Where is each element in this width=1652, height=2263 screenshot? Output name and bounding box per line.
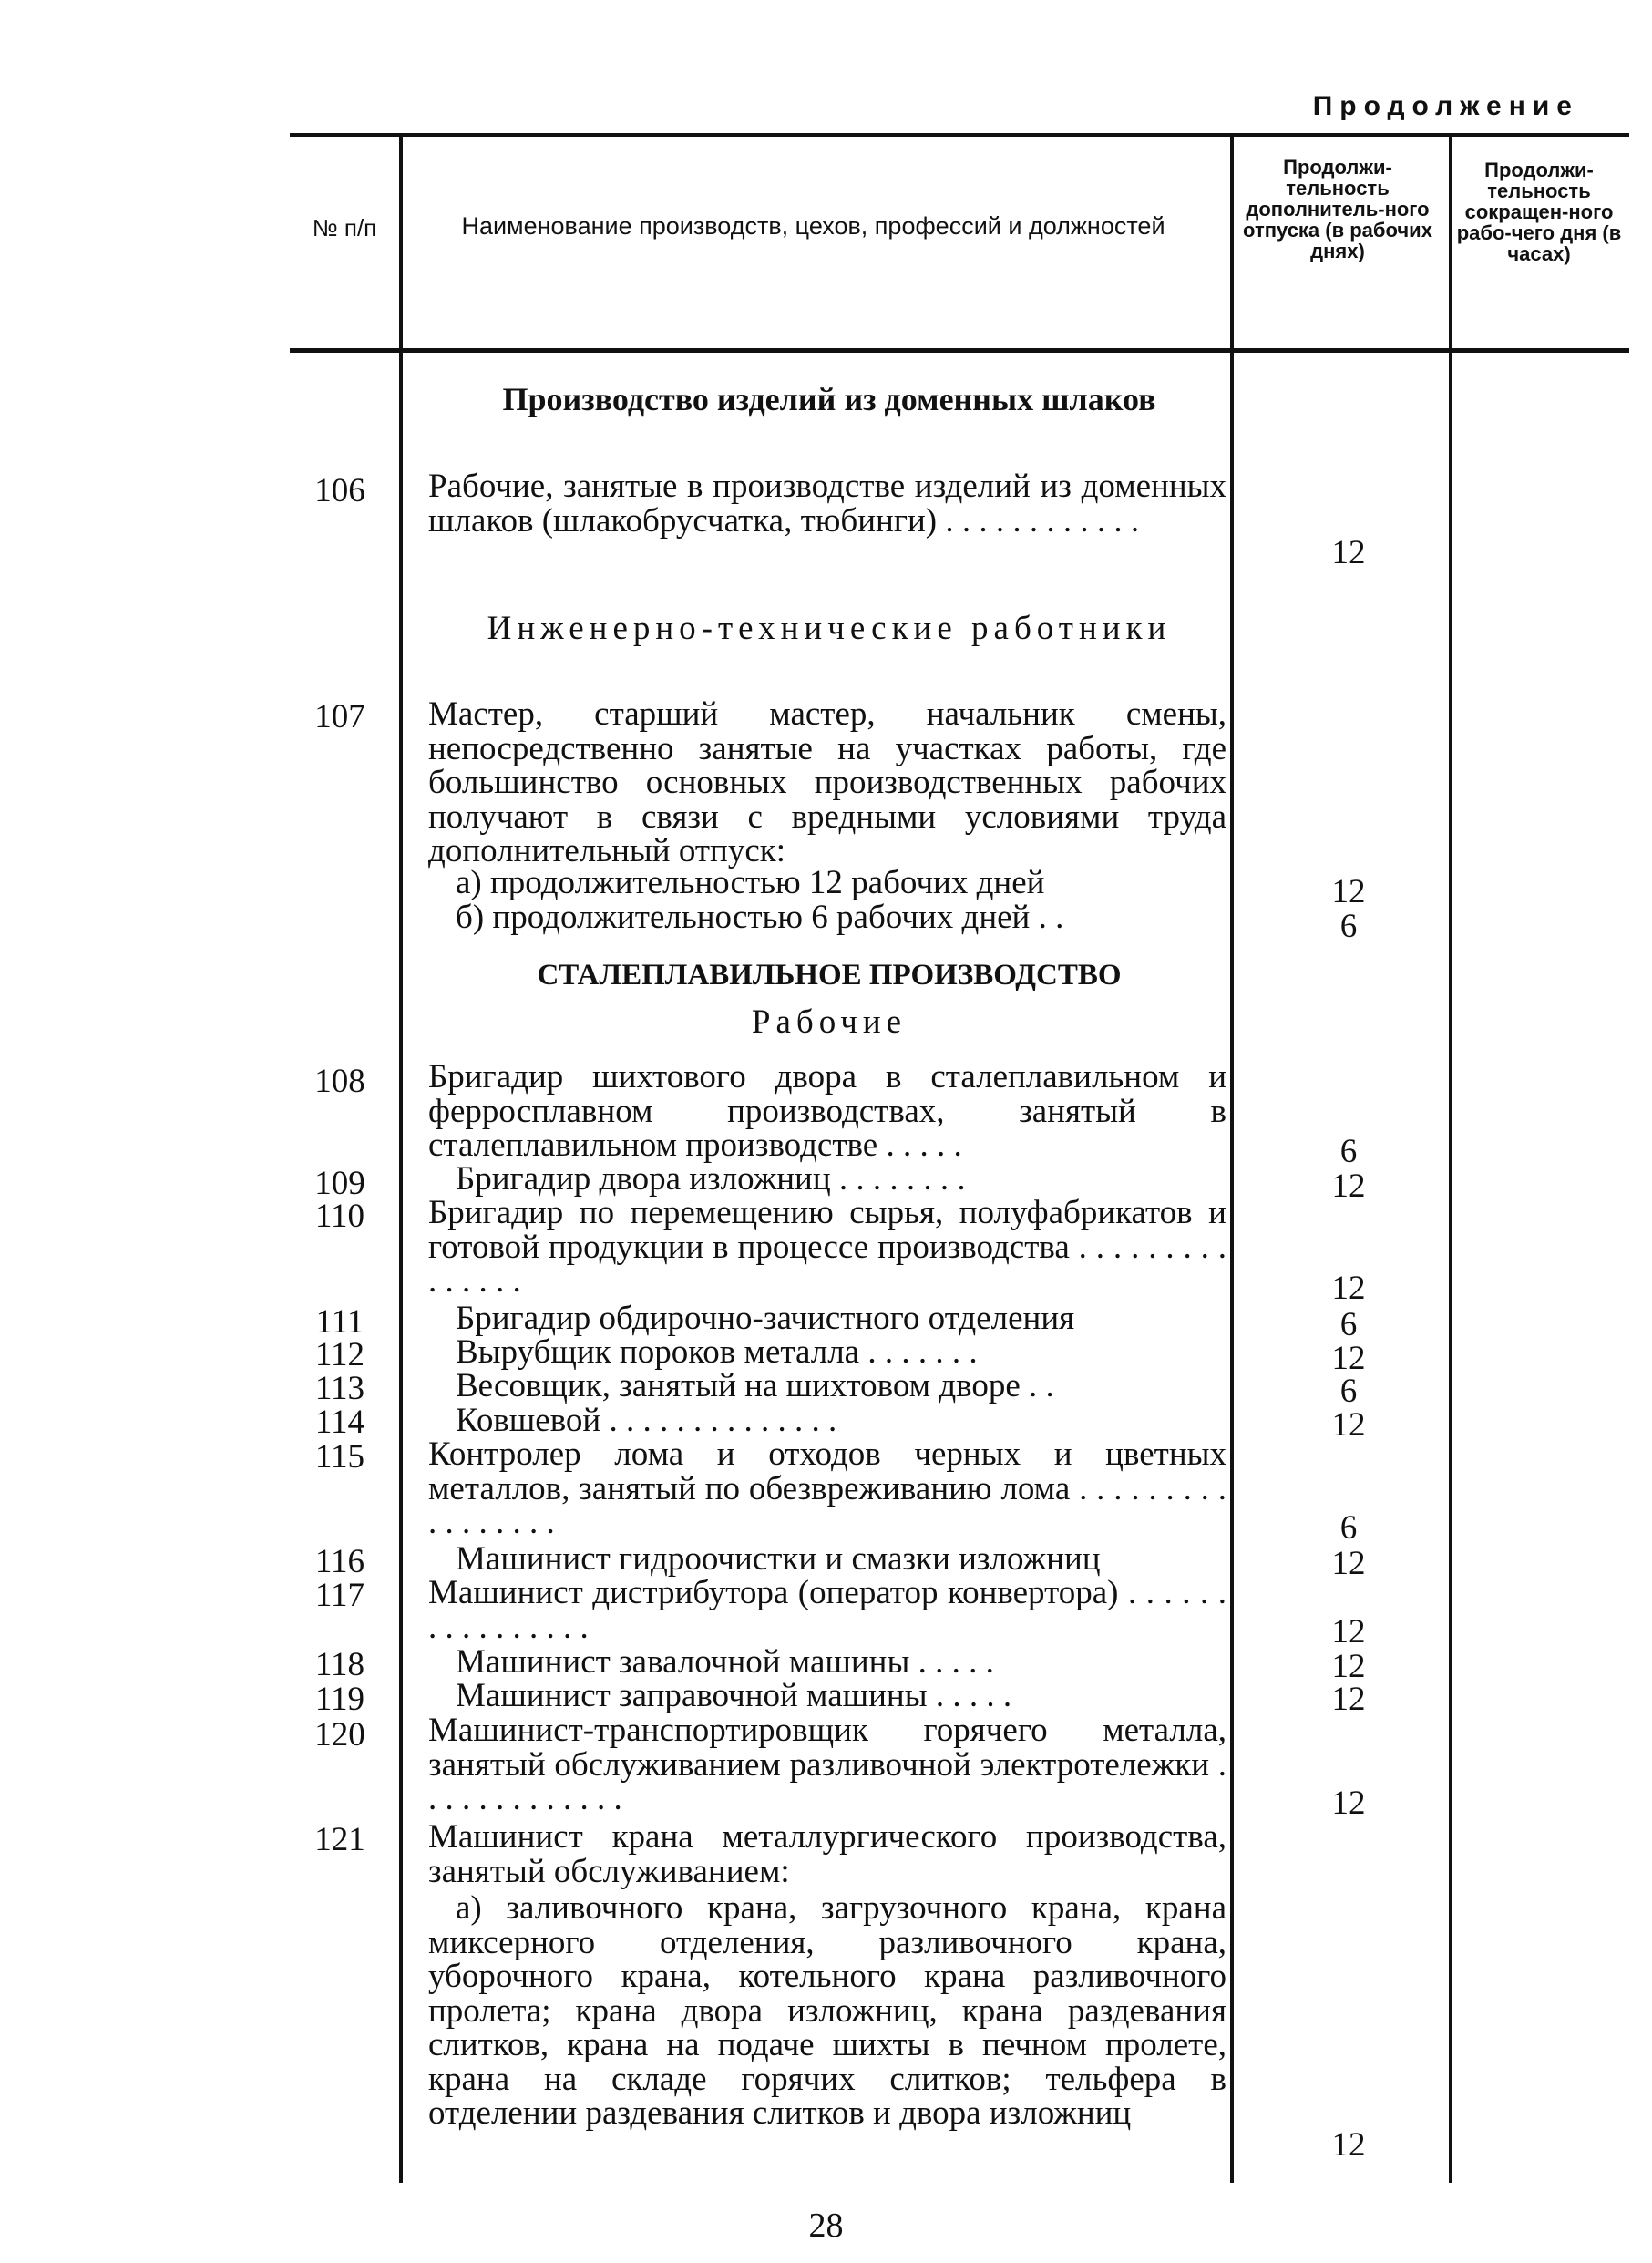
row-text: Машинист крана металлургического производства, занятый обслуживанием: <box>428 1818 1226 1890</box>
row-number: 108 <box>314 1063 365 1100</box>
row-text: Рабочие, занятые в производстве изделий из доменных шлаков (шлакобрусчатка, тюбинги) . . . . . . . . . . . . <box>428 468 1226 540</box>
row-number: 106 <box>314 472 365 509</box>
row-days: 12 <box>1331 534 1366 571</box>
section-heading: Производство изделий из доменных шлаков <box>502 381 1156 417</box>
row-number: 116 <box>314 1543 365 1580</box>
row-text: Машинист-транспортировщик горячего металла, занятый обслуживанием разливочной электротележки . . . . . . . . . . . . . <box>428 1712 1226 1817</box>
row-days: 12 <box>1331 1168 1366 1205</box>
row-days: 12 <box>1331 1406 1366 1444</box>
row-text: б) продолжительностью 6 рабочих дней . . <box>456 899 1064 936</box>
row-days: 6 <box>1339 1509 1358 1547</box>
row-days: 6 <box>1339 1133 1358 1170</box>
row-text: Машинист заправочной машины . . . . . <box>456 1677 1012 1714</box>
row-text: Машинист дистрибутора (оператор конвертора) . . . . . . . . . . . . . . . . <box>428 1574 1226 1646</box>
row-number: 112 <box>314 1336 365 1373</box>
row-days: 12 <box>1331 1785 1366 1822</box>
header-number: № п/п <box>312 214 377 242</box>
row-days: 6 <box>1339 1306 1358 1343</box>
row-days: 6 <box>1339 1373 1358 1410</box>
row-number: 114 <box>314 1404 365 1441</box>
row-number: 113 <box>314 1370 365 1407</box>
column-divider-1 <box>399 137 403 2183</box>
row-number: 107 <box>314 698 365 735</box>
row-days: 12 <box>1331 873 1366 910</box>
row-days: 12 <box>1331 1648 1366 1685</box>
row-text: а) продолжительностью 12 рабочих дней <box>456 864 1045 901</box>
row-text: Бригадир по перемещению сырья, полуфабрикатов и готовой продукции в процессе производства . . . . . . . . . . . . . . . <box>428 1194 1226 1300</box>
row-text: Вырубщик пороков металла . . . . . . . <box>456 1333 978 1371</box>
row-number: 120 <box>314 1716 365 1754</box>
table-top-rule <box>290 133 1629 137</box>
section-heading: СТАЛЕПЛАВИЛЬНОЕ ПРОИЗВОДСТВО <box>537 959 1122 992</box>
row-number: 121 <box>314 1821 365 1858</box>
row-days: 12 <box>1331 1613 1366 1651</box>
row-days: 12 <box>1331 1270 1366 1307</box>
row-number: 118 <box>314 1646 365 1683</box>
header-reduced-hours: Продолжи-тельность сокращен-ного рабо-чего дня (в часах) <box>1456 159 1622 265</box>
row-text: Ковшевой . . . . . . . . . . . . . . <box>456 1402 837 1439</box>
section-heading: Рабочие <box>751 1003 908 1041</box>
row-text: Бригадир шихтового двора в сталеплавильном и ферросплавном производствах, занятый в сталеплавильном производстве . . . . . <box>428 1058 1226 1164</box>
row-text: Контролер лома и отходов черных и цветных металлов, занятый по обезвреживанию лома . . . . . . . . . . . . . . . . . <box>428 1435 1226 1541</box>
row-days: 12 <box>1331 1340 1366 1377</box>
row-days: 12 <box>1331 1681 1366 1718</box>
row-text: а) заливочного крана, загрузочного крана, крана миксерного отделения, разливочного крана, уборочного крана, котельного крана разливочного пролета; крана двора изложниц, крана раздевания слитков, крана на подаче шихты в печном пролете, крана на складе горячих слитков; тельфера в отделении раздевания слитков и двора изложниц <box>428 1889 1226 2132</box>
row-text: Машинист завалочной машины . . . . . <box>456 1643 994 1681</box>
row-text: Весовщик, занятый на шихтовом дворе . . <box>456 1367 1054 1404</box>
row-days: 6 <box>1339 908 1358 945</box>
header-vacation-days: Продолжи-тельность дополнитель-ного отпуска (в рабочих днях) <box>1243 156 1432 262</box>
row-number: 115 <box>314 1438 365 1476</box>
row-text: Бригадир двора изложниц . . . . . . . . <box>456 1160 966 1198</box>
header-name: Наименование производств, цехов, профессий и должностей <box>461 212 1165 240</box>
row-number: 117 <box>314 1577 365 1614</box>
table-header-rule <box>290 348 1629 353</box>
row-days: 12 <box>1331 1545 1366 1582</box>
row-text: Мастер, старший мастер, начальник смены, непосредственно занятые на участках работы, где большинство основных производственных рабочих получают в связи с вредными условиями труда дополнительный отпуск: <box>428 695 1226 869</box>
column-divider-2 <box>1230 137 1234 2183</box>
row-text: Бригадир обдирочно-зачистного отделения <box>456 1300 1075 1337</box>
row-days: 12 <box>1331 2126 1366 2164</box>
continuation-label: Продолжение <box>1312 91 1579 121</box>
row-number: 111 <box>315 1303 364 1341</box>
row-number: 110 <box>314 1198 365 1235</box>
row-text: Машинист гидроочистки и смазки изложниц <box>456 1540 1101 1578</box>
row-number: 119 <box>314 1681 365 1718</box>
column-divider-3 <box>1449 137 1452 2183</box>
row-number: 109 <box>314 1165 365 1202</box>
page-number: 28 <box>808 2206 844 2245</box>
section-heading: Инженерно-технические работники <box>487 610 1172 647</box>
